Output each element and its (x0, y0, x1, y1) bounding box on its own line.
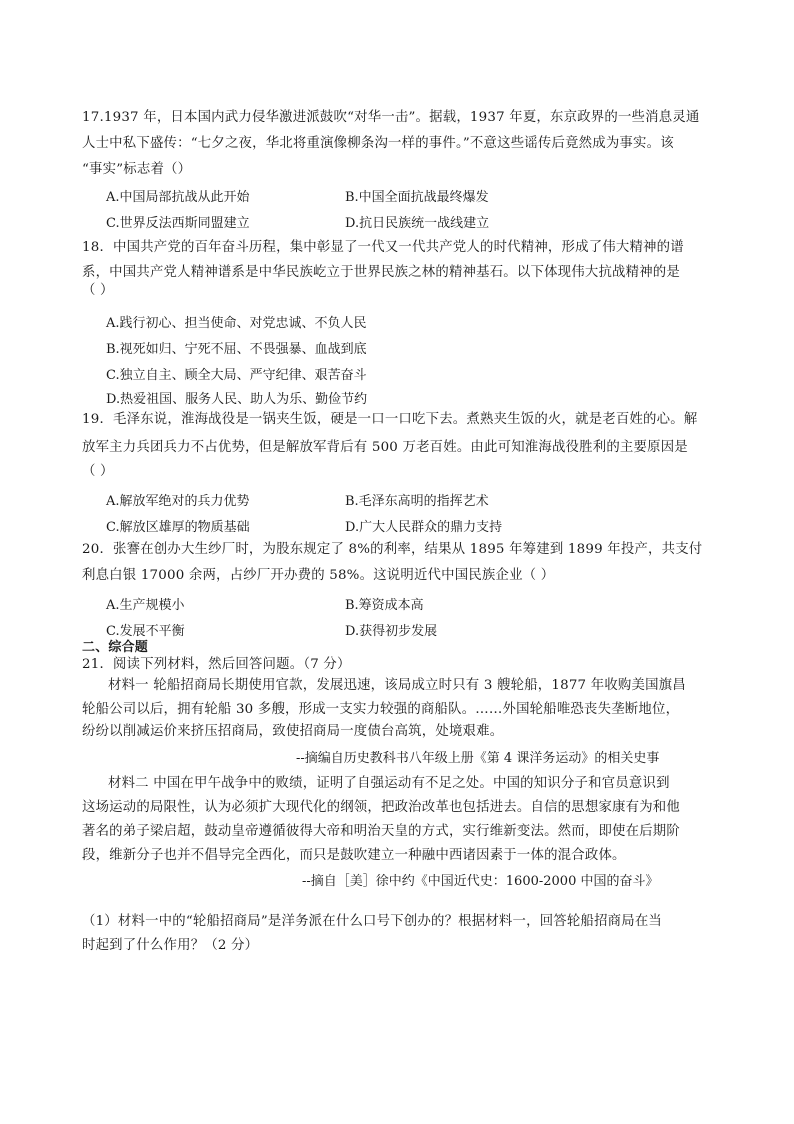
material2-line2: 这场运动的局限性，认为必须扩大现代化的纲领，把政治改革也包括进去。自信的思想家康有为和他 (82, 800, 680, 815)
q20-option-a: A.生产规模小 (106, 598, 185, 613)
q18-option-a: A.践行初心、担当使命、对党忠诚、不负人民 (106, 316, 367, 331)
q21-intro: 21．阅读下列材料，然后回答问题。（7 分） (82, 657, 351, 672)
q19-stem-line3: （ ） (82, 464, 114, 479)
material2-line1: 材料二 中国在甲午战争中的败绩，证明了自强运动有不足之处。中国的知识分子和官员意识到 (108, 776, 670, 791)
q17-stem-line2: 人士中私下盛传：“七夕之夜，华北将重演像柳条沟一样的事件。”不意这些谣传后竟然成为事实。该 (82, 136, 674, 151)
material1-line1: 材料一 轮船招商局长期使用官款，发展迅速，该局成立时只有 3 艘轮船，1877 年收购美国旗昌 (108, 678, 686, 693)
q18-stem-line2: 系，中国共产党人精神谱系是中华民族屹立于世界民族之林的精神基石。以下体现伟大抗战精神的是 (82, 265, 680, 280)
material2-line4: 段，维新分子也并不倡导完全西化，而只是鼓吹建立一种融中西诸因素于一体的混合政体。 (82, 848, 626, 863)
q18-option-b: B.视死如归、宁死不屈、不畏强暴、血战到底 (106, 342, 367, 357)
q17-option-b: B.中国全面抗战最终爆发 (345, 190, 489, 205)
q19-stem-line2: 放军主力兵团兵力不占优势，但是解放军背后有 500 万老百姓。由此可知淮海战役胜利的主要原因是 (82, 440, 688, 455)
q18-stem-line1: 18．中国共产党的百年奋斗历程，集中彰显了一代又一代共产党人的时代精神，形成了伟大精神的谱 (82, 240, 684, 255)
q20-option-b: B.筹资成本高 (345, 598, 424, 613)
q17-option-c: C.世界反法西斯同盟建立 (106, 216, 250, 231)
section-heading: 二、综合题 (82, 640, 149, 655)
q18-stem-line3: （ ） (82, 283, 114, 298)
q21-sub1-line2: 时起到了什么作用？（2 分） (82, 938, 259, 953)
q19-option-d: D.广大人民群众的鼎力支持 (345, 520, 503, 535)
q20-option-d: D.获得初步发展 (345, 624, 438, 639)
q17-option-d: D.抗日民族统一战线建立 (345, 216, 490, 231)
q20-stem-line1: 20．张謇在创办大生纱厂时，为股东规定了 8%的利率，结果从 1895 年筹建到 1899 年投产，共支付 (82, 542, 703, 557)
q19-option-b: B.毛泽东高明的指挥艺术 (345, 494, 489, 509)
q17-option-a: A.中国局部抗战从此开始 (106, 190, 250, 205)
material1-line2: 轮船公司以后，拥有轮船 30 多艘，形成一支实力较强的商船队。……外国轮船唯恐丧失垄断地位， (82, 702, 680, 717)
q19-option-a: A.解放军绝对的兵力优势 (106, 494, 250, 509)
q17-stem-line3: “事实”标志着（） (82, 162, 192, 177)
q19-stem-line1: 19．毛泽东说，淮海战役是一锅夹生饭，硬是一口一口吃下去。煮熟夹生饭的火，就是老百姓的心。解 (82, 412, 698, 427)
q21-sub1-line1: （1）材料一中的“轮船招商局”是洋务派在什么口号下创办的？根据材料一，回答轮船招商局在当 (82, 914, 663, 929)
material1-source: --摘编自历史教科书八年级上册《第 4 课洋务运动》的相关史事 (296, 751, 660, 766)
q18-option-d: D.热爱祖国、服务人民、助人为乐、勤俭节约 (106, 392, 368, 407)
material1-line3: 纷纷以削减运价来挤压招商局，致使招商局一度债台高筑，处境艰难。 (82, 724, 504, 739)
q18-option-c: C.独立自主、顾全大局、严守纪律、艰苦奋斗 (106, 368, 367, 383)
material2-source: --摘自［美］徐中约《中国近代史：1600-2000 中国的奋斗》 (302, 874, 659, 889)
q20-option-c: C.发展不平衡 (106, 624, 185, 639)
material2-line3: 著名的弟子梁启超，鼓动皇帝遵循彼得大帝和明治天皇的方式，实行维新变法。然而，即使在后期阶 (82, 824, 680, 839)
q17-stem-line1: 17.1937 年，日本国内武力侵华激进派鼓吹“对华一击”。据载，1937 年夏，东京政界的一些消息灵通 (82, 110, 700, 125)
q20-stem-line2: 利息白银 17000 余两，占纱厂开办费的 58%。这说明近代中国民族企业（ ） (82, 568, 555, 583)
q19-option-c: C.解放区雄厚的物质基础 (106, 520, 250, 535)
